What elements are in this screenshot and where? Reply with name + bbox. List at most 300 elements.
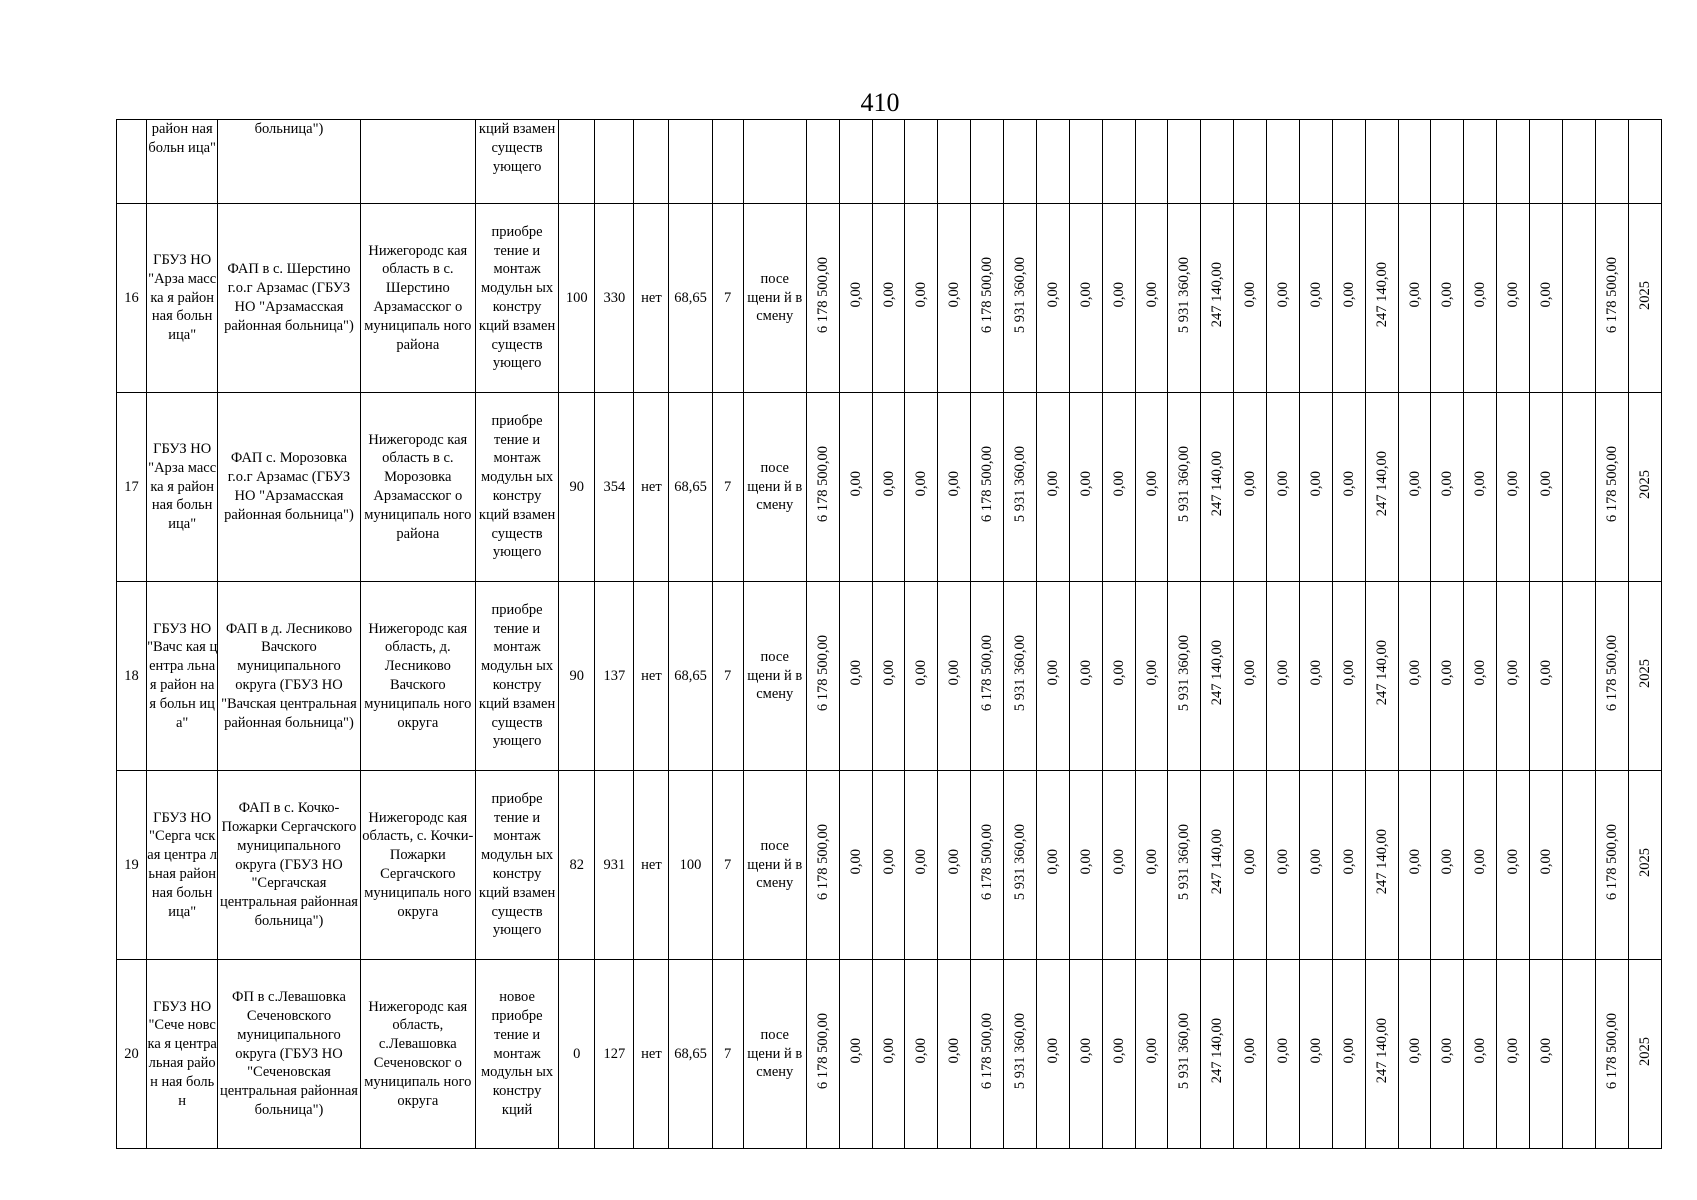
amount-cell — [1267, 393, 1300, 582]
amount-value: 0,00 — [1110, 1038, 1127, 1064]
amount-value: 0,00 — [1044, 1038, 1061, 1064]
amount-value: 0,00 — [1439, 1038, 1456, 1064]
amount-cell — [1628, 204, 1661, 393]
amount-value: 0,00 — [1143, 282, 1160, 308]
amount-value: 0,00 — [1340, 660, 1357, 686]
amount-cell — [1530, 204, 1563, 393]
amount-cell — [1069, 204, 1102, 393]
amount-cell — [1234, 771, 1267, 960]
address-cell: Нижегородс кая область в с. Морозовка Арзамасског о муниципаль ного района — [360, 393, 475, 582]
amount-cell — [1365, 393, 1398, 582]
amount-cell — [1464, 204, 1497, 393]
amount-cell — [1102, 960, 1135, 1149]
amount-value: 0,00 — [946, 849, 963, 875]
amount-cell — [1431, 960, 1464, 1149]
facility-cell: больница") — [218, 120, 360, 204]
amount-value: 0,00 — [1439, 660, 1456, 686]
amount-value: 0,00 — [946, 471, 963, 497]
amount-value: 0,00 — [913, 1038, 930, 1064]
amount-value: 0,00 — [847, 471, 864, 497]
row-number-cell: 20 — [117, 960, 147, 1149]
org-cell: ГБУЗ НО "Серга чская центра льная район ная больн ица" — [147, 771, 218, 960]
amount-cell — [872, 393, 905, 582]
address-cell: Нижегородс кая область в с. Шерстино Арзамасског о муниципаль ного района — [360, 204, 475, 393]
amount-value: 0,00 — [1242, 660, 1259, 686]
amount-cell — [1069, 960, 1102, 1149]
amount-value: 0,00 — [1143, 471, 1160, 497]
amount-value: 0,00 — [1406, 660, 1423, 686]
amount-cell — [1299, 393, 1332, 582]
table-row — [117, 204, 1662, 393]
amount-value: 6 178 500,00 — [1603, 1013, 1620, 1090]
value-cell: 7 — [712, 393, 743, 582]
amount-value: 6 178 500,00 — [814, 824, 831, 901]
amount-value: 247 140,00 — [1373, 1018, 1390, 1084]
amount-cell — [1069, 771, 1102, 960]
value-cell: 68,65 — [669, 960, 712, 1149]
amount-cell — [1595, 771, 1628, 960]
amount-value: 6 178 500,00 — [979, 635, 996, 712]
amount-cell — [1234, 393, 1267, 582]
amount-value: 0,00 — [1275, 660, 1292, 686]
amount-cell — [1135, 771, 1168, 960]
amount-cell — [1135, 960, 1168, 1149]
amount-value: 0,00 — [946, 660, 963, 686]
amount-value: 0,00 — [880, 471, 897, 497]
amount-value: 0,00 — [1307, 660, 1324, 686]
amount-value: 0,00 — [1505, 1038, 1522, 1064]
amount-value: 0,00 — [1439, 282, 1456, 308]
amount-value: 0,00 — [946, 1038, 963, 1064]
amount-value: 0,00 — [1505, 849, 1522, 875]
amount-cell — [1299, 204, 1332, 393]
amount-cell — [1234, 960, 1267, 1149]
amount-cell — [1102, 771, 1135, 960]
amount-value: 0,00 — [946, 282, 963, 308]
address-cell: Нижегородс кая область, д. Лесниково Вачского муниципаль ного округа — [360, 582, 475, 771]
amount-value: 0,00 — [1242, 282, 1259, 308]
amount-cell — [839, 204, 872, 393]
amount-cell — [839, 771, 872, 960]
value-cell: 354 — [595, 393, 634, 582]
amount-value: 0,00 — [847, 282, 864, 308]
value-cell: 7 — [712, 960, 743, 1149]
amount-value: 0,00 — [913, 660, 930, 686]
amount-cell — [905, 393, 938, 582]
amount-cell — [1365, 960, 1398, 1149]
amount-cell — [1562, 582, 1595, 771]
amount-cell — [1562, 204, 1595, 393]
amount-cell — [971, 960, 1004, 1149]
amount-value: 6 178 500,00 — [814, 635, 831, 712]
facility-cell: ФАП в с. Кочко-Пожарки Сергачского муниципального округа (ГБУЗ НО "Сергачская центральная районная больница") — [218, 771, 360, 960]
amount-cell — [1562, 393, 1595, 582]
value-cell: нет — [634, 393, 669, 582]
amount-cell — [1267, 204, 1300, 393]
value-cell: нет — [634, 960, 669, 1149]
amount-cell — [1102, 582, 1135, 771]
amount-value: 0,00 — [1340, 282, 1357, 308]
amount-cell — [1332, 960, 1365, 1149]
amount-cell — [1365, 582, 1398, 771]
amount-value: 0,00 — [913, 849, 930, 875]
amount-cell — [938, 960, 971, 1149]
amount-cell — [1036, 771, 1069, 960]
value-cell: 90 — [559, 582, 595, 771]
amount-value: 0,00 — [1044, 849, 1061, 875]
amount-cell — [1595, 204, 1628, 393]
amount-cell — [1562, 960, 1595, 1149]
amount-value: 0,00 — [1143, 849, 1160, 875]
amount-cell — [1464, 771, 1497, 960]
amount-value: 247 140,00 — [1209, 640, 1226, 706]
amount-cell — [1530, 393, 1563, 582]
amount-value: 2025 — [1636, 847, 1653, 877]
value-cell: 7 — [712, 204, 743, 393]
amount-cell — [1398, 771, 1431, 960]
amount-value: 5 931 360,00 — [1176, 257, 1193, 334]
amount-value: 0,00 — [1538, 849, 1555, 875]
amount-cell — [1004, 582, 1037, 771]
amount-cell — [1267, 582, 1300, 771]
amount-cell — [806, 771, 839, 960]
amount-value: 0,00 — [1275, 471, 1292, 497]
amount-value: 247 140,00 — [1209, 1018, 1226, 1084]
amount-value: 0,00 — [1472, 471, 1489, 497]
amount-cell — [1398, 393, 1431, 582]
value-cell: 68,65 — [669, 582, 712, 771]
value-cell: 7 — [712, 582, 743, 771]
amount-cell — [1135, 582, 1168, 771]
amount-value: 0,00 — [880, 849, 897, 875]
amount-cell — [1431, 393, 1464, 582]
work-cell: приобре тение и монтаж модульн ых констру кций взамен существ ующего — [475, 204, 558, 393]
amount-value: 0,00 — [1307, 471, 1324, 497]
amount-value: 0,00 — [1307, 849, 1324, 875]
amount-value: 0,00 — [1472, 660, 1489, 686]
amount-value: 247 140,00 — [1209, 451, 1226, 517]
amount-value: 0,00 — [1340, 849, 1357, 875]
amount-cell — [1628, 582, 1661, 771]
value-cell: 931 — [595, 771, 634, 960]
amount-value: 0,00 — [1275, 849, 1292, 875]
amount-value: 5 931 360,00 — [1012, 824, 1029, 901]
amount-cell — [839, 582, 872, 771]
amount-cell — [1102, 204, 1135, 393]
amount-cell — [971, 582, 1004, 771]
amount-value: 247 140,00 — [1373, 451, 1390, 517]
row-number-cell: 16 — [117, 204, 147, 393]
amount-cell — [971, 393, 1004, 582]
amount-cell — [1168, 204, 1201, 393]
value-cell: 330 — [595, 204, 634, 393]
amount-cell — [872, 960, 905, 1149]
amount-value: 0,00 — [1340, 1038, 1357, 1064]
amount-value: 0,00 — [880, 282, 897, 308]
amount-value: 0,00 — [1077, 660, 1094, 686]
amount-cell — [1628, 771, 1661, 960]
amount-cell — [1004, 771, 1037, 960]
amount-cell — [1135, 393, 1168, 582]
amount-cell — [1332, 204, 1365, 393]
amount-value: 0,00 — [1538, 1038, 1555, 1064]
amount-cell — [1201, 393, 1234, 582]
amount-cell — [1530, 771, 1563, 960]
amount-cell — [806, 960, 839, 1149]
amount-value: 5 931 360,00 — [1176, 635, 1193, 712]
amount-cell — [1267, 960, 1300, 1149]
amount-cell — [1497, 393, 1530, 582]
amount-value: 0,00 — [1472, 1038, 1489, 1064]
amount-cell — [905, 582, 938, 771]
amount-value: 6 178 500,00 — [979, 257, 996, 334]
work-cell: кций взамен существ ующего — [475, 120, 558, 204]
amount-cell — [839, 960, 872, 1149]
amount-value: 6 178 500,00 — [1603, 635, 1620, 712]
amount-cell — [872, 204, 905, 393]
amount-value: 0,00 — [847, 660, 864, 686]
org-cell: ГБУЗ НО "Сече новска я центра льная район ная больн — [147, 960, 218, 1149]
amount-value: 0,00 — [1406, 282, 1423, 308]
work-cell: приобре тение и монтаж модульн ых констру кций взамен существ ующего — [475, 582, 558, 771]
amount-cell — [1497, 771, 1530, 960]
amount-cell — [1562, 771, 1595, 960]
amount-value: 0,00 — [1275, 282, 1292, 308]
amount-value: 0,00 — [1307, 1038, 1324, 1064]
work-cell: приобре тение и монтаж модульн ых констру кций взамен существ ующего — [475, 771, 558, 960]
amount-value: 0,00 — [1044, 282, 1061, 308]
amount-value: 0,00 — [1439, 471, 1456, 497]
amount-value: 0,00 — [1538, 471, 1555, 497]
amount-cell — [1102, 393, 1135, 582]
amount-cell — [1036, 582, 1069, 771]
amount-cell — [1530, 582, 1563, 771]
amount-cell — [938, 582, 971, 771]
amount-cell — [1497, 204, 1530, 393]
unit-cell: посе щени й в смену — [743, 771, 806, 960]
address-cell — [360, 120, 475, 204]
amount-cell — [1431, 582, 1464, 771]
amount-cell — [1398, 204, 1431, 393]
amount-value: 6 178 500,00 — [1603, 824, 1620, 901]
amount-value: 2025 — [1636, 658, 1653, 688]
amount-cell — [1036, 960, 1069, 1149]
amount-cell — [1464, 960, 1497, 1149]
amount-value: 0,00 — [1406, 1038, 1423, 1064]
amount-value: 0,00 — [1505, 282, 1522, 308]
amount-value: 6 178 500,00 — [979, 446, 996, 523]
amount-value: 247 140,00 — [1373, 640, 1390, 706]
budget-table — [116, 119, 1662, 1149]
amount-cell — [938, 393, 971, 582]
amount-cell — [1595, 582, 1628, 771]
unit-cell: посе щени й в смену — [743, 582, 806, 771]
amount-cell — [1201, 771, 1234, 960]
amount-cell — [1036, 204, 1069, 393]
facility-cell: ФАП в с. Шерстино г.о.г Арзамас (ГБУЗ НО "Арзамасская районная больница") — [218, 204, 360, 393]
amount-cell — [806, 393, 839, 582]
amount-value: 5 931 360,00 — [1012, 257, 1029, 334]
amount-value: 6 178 500,00 — [814, 257, 831, 334]
amount-cell — [1168, 960, 1201, 1149]
amount-value: 0,00 — [1143, 660, 1160, 686]
value-cell: нет — [634, 771, 669, 960]
amount-value: 0,00 — [1110, 660, 1127, 686]
amount-value: 0,00 — [1077, 849, 1094, 875]
amount-cell — [1004, 204, 1037, 393]
table-row — [117, 393, 1662, 582]
amount-value: 0,00 — [847, 1038, 864, 1064]
amount-value: 0,00 — [1538, 282, 1555, 308]
amount-cell — [1464, 393, 1497, 582]
amount-value: 0,00 — [1472, 282, 1489, 308]
amount-cell — [1201, 582, 1234, 771]
amount-value: 0,00 — [1275, 1038, 1292, 1064]
amount-value: 2025 — [1636, 469, 1653, 499]
value-cell: 82 — [559, 771, 595, 960]
amount-cell — [1168, 393, 1201, 582]
amount-cell — [1595, 393, 1628, 582]
address-cell: Нижегородс кая область, с. Кочки-Пожарки Сергачского муниципаль ного округа — [360, 771, 475, 960]
amount-value: 6 178 500,00 — [1603, 257, 1620, 334]
value-cell: 68,65 — [669, 204, 712, 393]
row-number-cell: 17 — [117, 393, 147, 582]
amount-value: 0,00 — [1538, 660, 1555, 686]
amount-value: 5 931 360,00 — [1176, 1013, 1193, 1090]
amount-cell — [1332, 771, 1365, 960]
org-cell: ГБУЗ НО "Арза масска я район ная больн ица" — [147, 393, 218, 582]
amount-value: 5 931 360,00 — [1012, 446, 1029, 523]
amount-value: 6 178 500,00 — [979, 824, 996, 901]
amount-value: 0,00 — [1110, 282, 1127, 308]
amount-value: 0,00 — [1242, 1038, 1259, 1064]
amount-cell — [1004, 393, 1037, 582]
amount-value: 0,00 — [1110, 849, 1127, 875]
amount-cell — [905, 771, 938, 960]
work-cell: приобре тение и монтаж модульн ых констру кций взамен существ ующего — [475, 393, 558, 582]
amount-cell — [1004, 960, 1037, 1149]
amount-cell — [872, 582, 905, 771]
amount-cell — [1431, 204, 1464, 393]
amount-cell — [1332, 582, 1365, 771]
address-cell: Нижегородс кая область, с.Левашовка Сеченовског о муниципаль ного округа — [360, 960, 475, 1149]
amount-cell — [1069, 582, 1102, 771]
amount-cell — [1069, 393, 1102, 582]
facility-cell: ФАП в д. Лесниково Вачского муниципального округа (ГБУЗ НО "Вачская центральная районная больница") — [218, 582, 360, 771]
amount-cell — [839, 393, 872, 582]
amount-value: 6 178 500,00 — [1603, 446, 1620, 523]
amount-value: 247 140,00 — [1373, 262, 1390, 328]
amount-cell — [1036, 393, 1069, 582]
org-cell: ГБУЗ НО "Вачс кая центра льная район ная больн ица" — [147, 582, 218, 771]
amount-cell — [1299, 582, 1332, 771]
value-cell: 100 — [669, 771, 712, 960]
value-cell: нет — [634, 582, 669, 771]
amount-value: 0,00 — [913, 282, 930, 308]
amount-cell — [905, 960, 938, 1149]
value-cell: 68,65 — [669, 393, 712, 582]
amount-cell — [1234, 204, 1267, 393]
amount-cell — [971, 204, 1004, 393]
amount-cell — [1497, 582, 1530, 771]
amount-cell — [1431, 771, 1464, 960]
value-cell: 7 — [712, 771, 743, 960]
amount-value: 0,00 — [880, 660, 897, 686]
amount-value: 0,00 — [1143, 1038, 1160, 1064]
unit-cell: посе щени й в смену — [743, 204, 806, 393]
value-cell: 127 — [595, 960, 634, 1149]
amount-cell — [1497, 960, 1530, 1149]
amount-value: 0,00 — [1406, 849, 1423, 875]
page-number: 410 — [860, 88, 900, 117]
org-cell: ГБУЗ НО "Арза масска я район ная больн ица" — [147, 204, 218, 393]
amount-value: 0,00 — [1077, 282, 1094, 308]
amount-cell — [1628, 393, 1661, 582]
amount-cell — [1365, 771, 1398, 960]
unit-cell: посе щени й в смену — [743, 393, 806, 582]
amount-value: 247 140,00 — [1209, 262, 1226, 328]
amount-cell — [806, 204, 839, 393]
amount-value: 5 931 360,00 — [1176, 446, 1193, 523]
amount-cell — [1398, 582, 1431, 771]
amount-value: 6 178 500,00 — [814, 446, 831, 523]
value-cell: 100 — [559, 204, 595, 393]
amount-cell — [1398, 960, 1431, 1149]
amount-value: 0,00 — [1505, 660, 1522, 686]
amount-cell — [1628, 960, 1661, 1149]
amount-value: 0,00 — [1307, 282, 1324, 308]
amount-value: 0,00 — [1406, 471, 1423, 497]
amount-value: 6 178 500,00 — [814, 1013, 831, 1090]
amount-cell — [1595, 960, 1628, 1149]
amount-cell — [1530, 960, 1563, 1149]
amount-cell — [1299, 960, 1332, 1149]
amount-value: 0,00 — [1077, 1038, 1094, 1064]
row-number-cell: 19 — [117, 771, 147, 960]
facility-cell: ФАП с. Морозовка г.о.г Арзамас (ГБУЗ НО "Арзамасская районная больница") — [218, 393, 360, 582]
amount-cell — [872, 771, 905, 960]
amount-cell — [1168, 582, 1201, 771]
amount-value: 0,00 — [1472, 849, 1489, 875]
amount-value: 2025 — [1636, 280, 1653, 310]
amount-value: 6 178 500,00 — [979, 1013, 996, 1090]
table-row-continued — [117, 120, 1662, 204]
amount-cell — [938, 771, 971, 960]
amount-cell — [1201, 960, 1234, 1149]
table-row — [117, 960, 1662, 1149]
amount-value: 5 931 360,00 — [1012, 1013, 1029, 1090]
amount-value: 0,00 — [1439, 849, 1456, 875]
amount-cell — [1464, 582, 1497, 771]
amount-value: 0,00 — [913, 471, 930, 497]
amount-cell — [1168, 771, 1201, 960]
value-cell: 0 — [559, 960, 595, 1149]
amount-value: 0,00 — [880, 1038, 897, 1064]
amount-value: 247 140,00 — [1209, 829, 1226, 895]
amount-cell — [1332, 393, 1365, 582]
amount-value: 5 931 360,00 — [1012, 635, 1029, 712]
amount-cell — [1135, 204, 1168, 393]
row-number-cell: 18 — [117, 582, 147, 771]
amount-cell — [1201, 204, 1234, 393]
amount-value: 2025 — [1636, 1036, 1653, 1066]
amount-value: 0,00 — [1505, 471, 1522, 497]
work-cell: новое приобре тение и монтаж модульн ых констру кций — [475, 960, 558, 1149]
amount-value: 0,00 — [1340, 471, 1357, 497]
amount-cell — [1365, 204, 1398, 393]
amount-value: 0,00 — [1242, 471, 1259, 497]
table-row — [117, 582, 1662, 771]
